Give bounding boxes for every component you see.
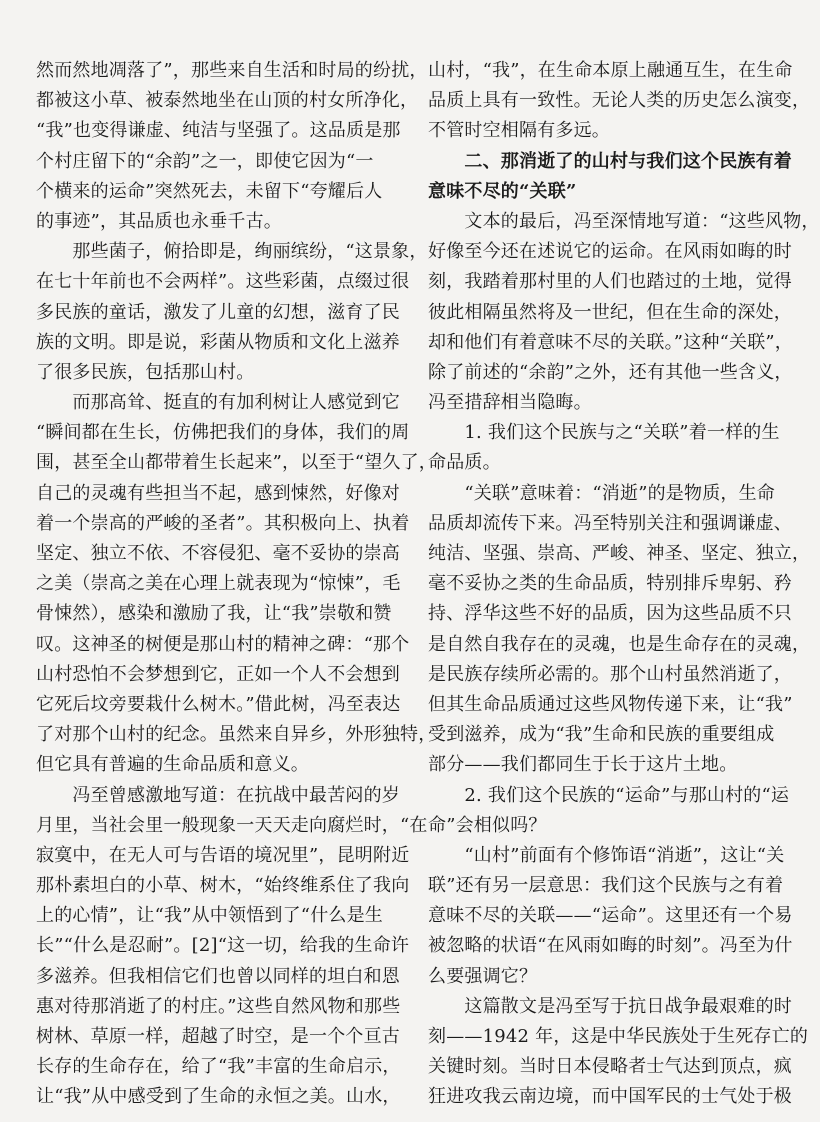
text-line: 品质却流传下来。冯至特别关注和强调谦虚、: [428, 512, 792, 534]
text-line: 都被这小草、被泰然地坐在山顶的村女所净化，: [36, 90, 419, 112]
text-line: 那些菌子，俯拾即是，绚丽缤纷，“这景象，: [36, 241, 428, 263]
text-line: 1. 我们这个民族与之“关联”着一样的生: [428, 422, 780, 444]
text-line: 个村庄留下的“余韵”之一，即使它因为“一: [36, 150, 374, 172]
text-line: 刻，我踏着那村里的人们也踏过的土地，觉得: [428, 271, 792, 293]
text-line: 命品质。: [428, 452, 501, 474]
text-line: 个横来的运命”突然死去，未留下“夸耀后人: [36, 180, 383, 202]
text-line: 了很多民族，包括那山村。: [36, 361, 255, 383]
text-line: 寂寞中，在无人可与告语的境况里”，昆明附近: [36, 844, 410, 866]
text-line: 意味不尽的关联——“运命”。这里还有一个易: [428, 905, 793, 927]
text-line: 这篇散文是冯至写于抗日战争最艰难的时: [428, 995, 792, 1017]
text-line: 但其生命品质通过这些风物传递下来，让“我”: [428, 693, 793, 715]
text-line: 树林、草原一样，超越了时空，是一个个亘古: [36, 1026, 400, 1047]
text-line: “关联”意味着：“消逝”的是物质，生命: [428, 482, 776, 504]
text-line: 彼此相隔虽然将及一世纪，但在生命的深处，: [428, 301, 792, 323]
text-line: 山村，“我”，在生命本原上融通互生，在生命: [428, 60, 793, 81]
section-heading-line: 意味不尽的“关联”: [428, 180, 577, 202]
text-line: 而那高耸、挺直的有加利树让人感觉到它: [36, 392, 400, 414]
text-line: 么要强调它？: [428, 965, 538, 987]
text-line: 让“我”从中感受到了生命的永恒之美。山水，: [36, 1086, 401, 1108]
text-line: 被忽略的状语“在风雨如晦的时刻”。冯至为什: [428, 935, 793, 957]
text-line: 坚定、独立不依、不容侵犯、毫不妥协的崇高: [36, 543, 400, 564]
text-line: 毫不妥协之类的生命品质，特别排斥卑躬、矜: [428, 573, 792, 595]
text-line: 然而然地凋落了”，那些来自生活和时局的纷扰，: [36, 60, 428, 81]
text-line: 纯洁、坚强、崇高、严峻、神圣、坚定、独立，: [428, 543, 811, 564]
text-line: 着一个崇高的严峻的圣者”。其积极向上、执着: [36, 512, 410, 534]
left-column: [36, 56, 438, 1113]
text-line: 是自然自我存在的灵魂，也是生命存在的灵魂，: [428, 633, 811, 655]
text-line: 山村恐怕不会梦想到它，正如一个人不会想到: [36, 663, 400, 685]
text-line: 之美（崇高之美在心理上就表现为“惊悚”，毛: [36, 573, 401, 595]
text-line: 那朴素坦白的小草、树木，“始终维系住了我向: [36, 875, 410, 897]
text-line: “瞬间都在生长，仿佛把我们的身体，我们的周: [36, 422, 410, 444]
text-line: 在七十年前也不会两样”。这些彩菌，点缀过很: [36, 271, 410, 293]
text-line: 受到滋养，成为“我”生命和民族的重要组成: [428, 724, 775, 746]
text-line: 文本的最后，冯至深情地写道：“这些风物，: [428, 210, 820, 232]
text-line: 的事迹”，其品质也永垂千古。: [36, 210, 283, 232]
text-line: 2. 我们这个民族的“运命”与那山村的“运: [428, 784, 790, 806]
text-line: 上的心情”，让“我”从中领悟到了“什么是生: [36, 905, 384, 927]
text-line: 却和他们有着意味不尽的关联。”这种“关联”，: [428, 331, 794, 353]
text-line: 但它具有普遍的生命品质和意义。: [36, 754, 309, 776]
text-line: 关键时刻。当时日本侵略者士气达到顶点，疯: [428, 1056, 792, 1078]
text-line: 长存的生命存在，给了“我”丰富的生命启示，: [36, 1056, 401, 1078]
text-line: 命”会相似吗？: [428, 814, 547, 836]
text-line: 了对那个山村的纪念。虽然来自异乡，外形独特，: [36, 724, 437, 746]
text-line: 是民族存续所必需的。那个山村虽然消逝了，: [428, 663, 792, 685]
text-line: 叹。这神圣的树便是那山村的精神之碑：“那个: [36, 633, 410, 655]
text-line: 好像至今还在述说它的运命。在风雨如晦的时: [428, 241, 792, 263]
text-line: 冯至曾感激地写道：在抗战中最苦闷的岁: [36, 784, 400, 806]
text-line: 多民族的童话，激发了儿童的幻想，滋育了民: [36, 301, 400, 323]
text-line: 冯至措辞相当隐晦。: [428, 392, 592, 414]
text-line: 狂进攻我云南边境，而中国军民的士气处于极: [428, 1086, 792, 1108]
text-line: 多滋养。但我相信它们也曾以同样的坦白和恩: [36, 965, 400, 987]
section-heading-line: 二、那消逝了的山村与我们这个民族有着: [428, 150, 792, 172]
text-line: 惠对待那消逝了的村庄。”这些自然风物和那些: [36, 995, 401, 1017]
text-line: 长”“什么是忍耐”。[2]“这一切，给我的生命许: [36, 935, 410, 957]
text-line: 刻——1942 年，这是中华民族处于生死存亡的: [428, 1026, 809, 1047]
text-line: 族的文明。即是说，彩菌从物质和文化上滋养: [36, 331, 400, 353]
text-line: 除了前述的“余韵”之外，还有其他一些含义，: [428, 361, 793, 383]
text-line: 骨悚然），感染和激励了我，让“我”崇敬和赞: [36, 603, 392, 625]
text-line: “山村”前面有个修饰语“消逝”，这让“关: [428, 844, 785, 866]
text-line: 它死后坟旁要栽什么树木。”借此树，冯至表达: [36, 693, 401, 715]
right-column: [428, 56, 820, 1113]
text-line: 围，甚至全山都带着生长起来”，以至于“望久了，: [36, 452, 438, 474]
text-line: 部分——我们都同生于长于这片土地。: [428, 754, 738, 776]
text-line: “我”也变得谦虚、纯洁与坚强了。这品质是那: [36, 120, 401, 142]
text-line: 联”还有另一层意思：我们这个民族与之有着: [428, 875, 784, 897]
text-line: 自己的灵魂有些担当不起，感到悚然，好像对: [36, 482, 400, 504]
text-line: 品质上具有一致性。无论人类的历史怎么演变，: [428, 90, 811, 112]
text-line: 持、浮华这些不好的品质，因为这些品质不只: [428, 603, 792, 625]
text-line: 月里，当社会里一般现象一天天走向腐烂时，“在: [36, 814, 428, 836]
text-line: 不管时空相隔有多远。: [428, 120, 610, 142]
